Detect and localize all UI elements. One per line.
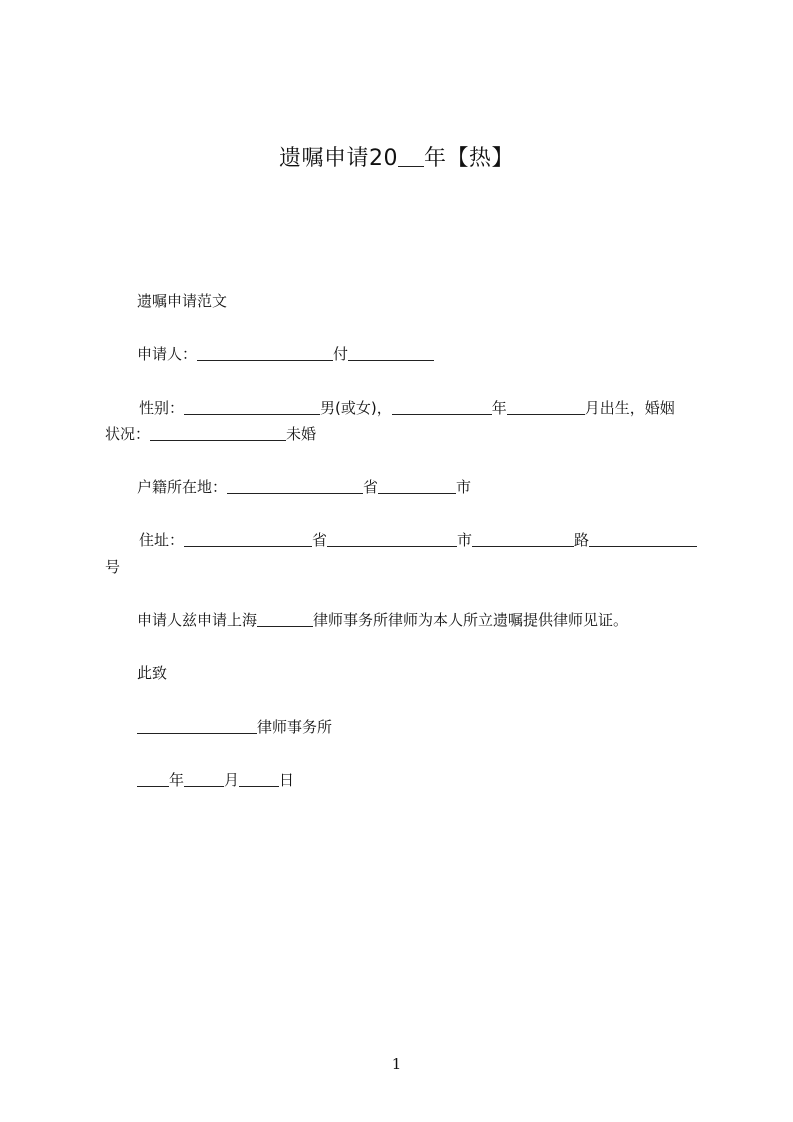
household-label: 户籍所在地： — [137, 478, 228, 496]
gender-text: 男(或女)， — [320, 399, 392, 417]
title-suffix: 年【热】 — [423, 146, 514, 171]
applicant-mid: 付 — [333, 345, 349, 363]
marital-label: 状况： — [105, 425, 151, 443]
marital-line — [105, 422, 705, 446]
address-line-2 — [105, 555, 705, 579]
date-day: 日 — [279, 771, 295, 789]
address-road: 路 — [574, 531, 590, 549]
title-year-blank — [398, 151, 424, 167]
birth-year-label: 年 — [491, 399, 507, 417]
household-line — [105, 475, 737, 499]
recipient-firm-blank — [137, 718, 257, 734]
applicant-label: 申请人： — [137, 345, 198, 363]
address-city: 市 — [457, 531, 473, 549]
date-month-blank — [184, 771, 224, 787]
address-city-blank — [327, 531, 457, 547]
applicant-extra-blank — [348, 345, 434, 361]
birth-month-blank — [507, 399, 585, 415]
date-day-blank — [239, 771, 279, 787]
household-blank — [227, 478, 363, 494]
marital-blank — [150, 425, 286, 441]
firm-suffix: 律师事务所 — [257, 718, 333, 736]
applicant-name-blank — [197, 345, 333, 361]
address-label: 住址： — [139, 531, 185, 549]
address-province: 省 — [312, 531, 328, 549]
salutation-line — [105, 661, 737, 685]
page-number: 1 — [391, 1055, 402, 1073]
birth-text: 月出生，婚姻 — [584, 399, 675, 417]
firm-line — [105, 715, 737, 739]
section-heading: 遗嘱申请范文 — [137, 292, 228, 310]
gender-line — [105, 396, 739, 420]
request-text-1: 申请人兹申请上海 — [137, 611, 258, 629]
address-number: 号 — [105, 558, 121, 576]
date-line — [105, 768, 737, 792]
salutation: 此致 — [137, 664, 168, 682]
date-year-blank — [137, 771, 169, 787]
address-blank — [184, 531, 312, 547]
household-city: 市 — [456, 478, 472, 496]
gender-blank — [184, 399, 320, 415]
household-city-blank — [378, 478, 456, 494]
firm-name-blank — [257, 611, 313, 627]
address-line — [105, 528, 739, 552]
heading-line — [105, 289, 737, 313]
request-line — [105, 608, 737, 632]
marital-value: 未婚 — [286, 425, 317, 443]
address-road-blank — [472, 531, 574, 547]
date-month: 月 — [224, 771, 240, 789]
gender-label: 性别： — [139, 399, 185, 417]
address-number-blank — [589, 531, 697, 547]
date-year: 年 — [169, 771, 185, 789]
document-title — [0, 141, 793, 172]
request-text-2: 律师事务所律师为本人所立遗嘱提供律师见证。 — [313, 611, 629, 629]
applicant-line — [105, 342, 737, 366]
title-prefix: 遗嘱申请20 — [278, 146, 398, 171]
birth-year-blank — [392, 399, 492, 415]
household-province: 省 — [363, 478, 379, 496]
